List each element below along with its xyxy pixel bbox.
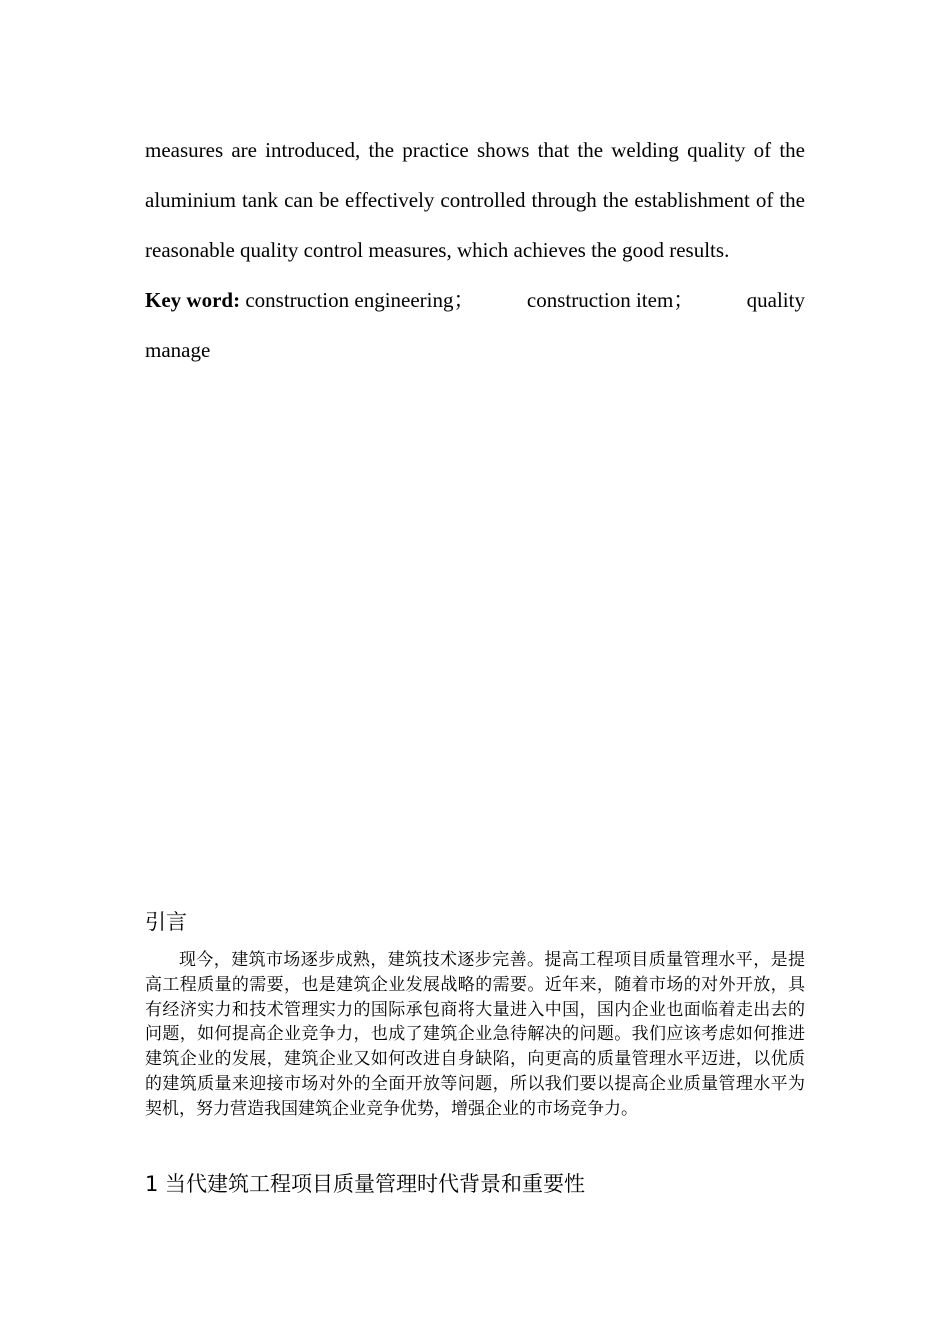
keyword-item: construction item； [526, 288, 695, 312]
section-1-heading: 1 当代建筑工程项目质量管理时代背景和重要性 [145, 1172, 586, 1196]
intro-heading: 引言 [145, 910, 187, 934]
keywords-continued: manage [145, 338, 211, 362]
keyword-item: quality [746, 288, 805, 312]
intro-paragraph: 现今，建筑市场逐步成熟，建筑技术逐步完善。提高工程项目质量管理水平，是提高工程质量的需要，也是建筑企业发展战略的需要。近年来，随着市场的对外开放，具有经济实力和技术管理实力的国际承包商将大量进入中国，国内企业也面临着走出去的问题，如何提高企业竞争力，也成了建筑企业急待解决的问题。我们应该考虑如何推进建筑企业的发展，建筑企业又如何改进自身缺陷，向更高的质量管理水平迈进，以优质的建筑质量来迎接市场对外的全面开放等问题，所以我们要以提高企业质量管理水平为契机，努力营造我国建筑企业竞争优势，增强企业的市场竞争力。 [145, 950, 805, 1119]
keywords-label: Key word: [145, 288, 241, 312]
keywords-first [145, 275, 475, 325]
abstract-body-text: measures are introduced, the practice shows that the welding quality of the aluminium tank can be effectively controlled through the establishment of the reasonable quality control measures, which achieves the good results. [145, 138, 805, 262]
keyword-item: construction engineering； [245, 288, 475, 312]
keywords-block [145, 275, 805, 375]
keywords-row [145, 275, 805, 325]
english-abstract [145, 125, 805, 375]
